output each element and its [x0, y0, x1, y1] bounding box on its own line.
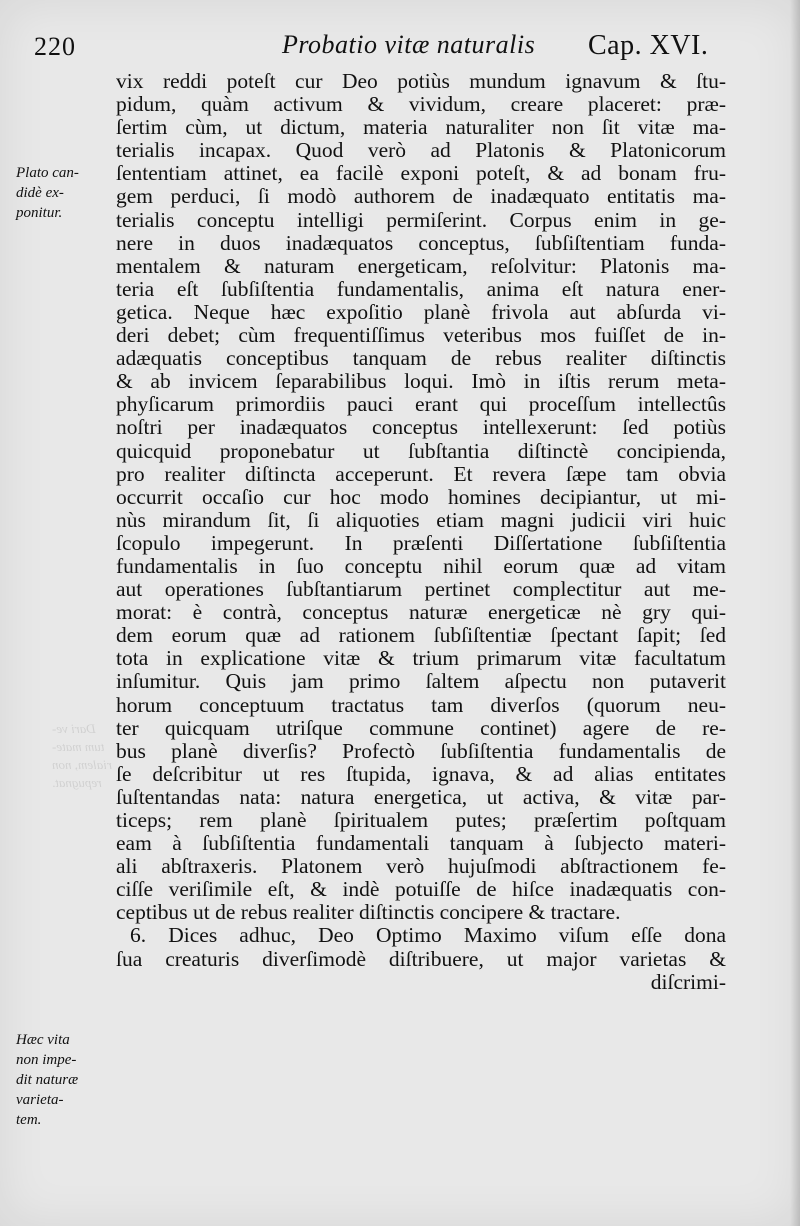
text-line: dem eorum quæ ad rationem ſubſiſtentiæ ſpectant ſapit; ſed — [116, 623, 726, 648]
text-line: ſcopulo impegerunt. In præſenti Diſſertatione ſubſiſtentia — [116, 530, 726, 555]
bleed-line: rialem, non — [52, 757, 112, 772]
margin-note-line: ponitur. — [16, 205, 63, 221]
text-line: aut operationes ſubſtantiarum pertinet complectitur aut me- — [116, 577, 726, 602]
margin-note-haec-vita — [16, 1030, 108, 1130]
bleed-line: Dari ve- — [52, 721, 96, 736]
text-line: noſtri per inadæquatos conceptus intellexerunt: ſed potiùs — [116, 415, 726, 440]
margin-note-line: non impe- — [16, 1052, 77, 1068]
text-line: ciſſe veriſimile eſt, & indè potuiſſe de hiſce inadæquatis con- — [116, 877, 726, 902]
text-line: ceptibus ut de rebus realiter diſtinctis concipere & tractare. — [116, 900, 621, 925]
bleed-line: tum mate- — [52, 739, 105, 754]
text-line: deri debet; cùm frequentiſſimus veteribus mos fuiſſet de in- — [116, 323, 726, 348]
text-line: morat: è contrà, conceptus naturæ energeticæ nè gry qui- — [116, 600, 726, 625]
text-line: gem perduci, ſi modò authorem de inadæquato entitatis ma- — [116, 184, 726, 209]
margin-note-line: dit naturæ — [16, 1072, 79, 1088]
text-line: tota in explicatione vitæ & trium primarum vitæ facultatum — [116, 646, 726, 671]
text-line: mentalem & naturam energeticam, reſolvitur: Platonis ma- — [116, 253, 726, 278]
text-line: terialis incapax. Quod verò ad Platonis & Platonicorum — [116, 138, 726, 163]
text-line: horum conceptuum tractatus tam diverſos (quorum neu- — [116, 692, 726, 717]
chapter-label: Cap. XVI. — [588, 30, 709, 61]
text-line: bus planè diverſis? Profectò ſubſiſtentia fundamentalis de — [116, 738, 726, 763]
text-line: terialis conceptu intelligi permiſerint. Corpus enim in ge- — [116, 207, 726, 232]
text-line: ſertim cùm, ut dictum, materia naturaliter non ſit vitæ ma- — [116, 115, 726, 140]
page-header — [0, 20, 800, 64]
page-number: 220 — [34, 32, 76, 61]
text-line: diſcrimi- — [650, 969, 726, 994]
text-line: fundamentalis in ſuo conceptu nihil eorum quæ ad vitam — [116, 553, 726, 578]
body-text — [116, 70, 726, 994]
text-line: eam à ſubſiſtentia fundamentali tanquam à ſubjecto materi- — [116, 831, 726, 856]
text-line: ali abſtraxeris. Platonem verò hujuſmodi abſtractionem fe- — [116, 854, 726, 879]
text-line: inſumitur. Quis jam primo ſaltem aſpectu non putaverit — [116, 669, 726, 694]
text-line: ſua creaturis diverſimodè diſtribuere, ut major varietas & — [116, 946, 726, 971]
text-line: 6. Dices adhuc, Deo Optimo Maximo viſum eſſe dona — [130, 923, 726, 948]
margin-note-line: tem. — [16, 1112, 42, 1128]
text-line: & ab invicem ſeparabilibus loqui. Imò in iſtis rerum meta- — [116, 369, 726, 394]
margin-note-line: varieta- — [16, 1092, 64, 1108]
margin-note-line: didè ex- — [16, 185, 64, 201]
text-line: ticeps; rem planè ſpiritualem putes; præſertim poſtquam — [116, 808, 726, 832]
text-line: nùs mirandum ſit, ſi aliquoties etiam magni judicii viri huic — [116, 507, 726, 532]
text-line: phyſicarum primordiis pauci erant qui proceſſum intellectûs — [116, 392, 726, 417]
text-line: occurrit occaſio cur hoc modo homines decipiantur, ut mi- — [116, 484, 726, 509]
text-line: getica. Neque hæc expoſitio planè frivola aut abſurda vi- — [116, 299, 726, 324]
bleed-through-text — [52, 720, 122, 792]
text-line: pro realiter diſtincta acceperunt. Et revera ſæpe tam obvia — [116, 461, 726, 486]
running-title: Probatio vitæ naturalis — [282, 30, 536, 59]
margin-note-line: Hæc vita — [16, 1032, 70, 1048]
text-line: ſuſtentandas nata: natura energetica, ut activa, & vitæ par- — [116, 784, 726, 809]
bleed-line: repugnat. — [52, 775, 102, 790]
text-line: vix reddi poteſt cur Deo potiùs mundum ignavum & ſtu- — [116, 69, 726, 93]
text-line: ſe deſcribitur ut res ſtupida, ignava, & ad alias entitates — [116, 761, 726, 786]
page-spine-shadow — [790, 0, 800, 1226]
text-line: adæquatis conceptibus tanquam de rebus realiter diſtinctis — [116, 346, 726, 371]
text-line: quicquid proponebatur ut ſubſtantia diſtinctè concipienda, — [116, 438, 726, 463]
margin-note-line: Plato can- — [16, 165, 79, 181]
text-line: pidum, quàm activum & vividum, creare placeret: præ- — [116, 92, 726, 117]
text-line: ſententiam attinet, ea facilè exponi poteſt, & ad bonam fru- — [116, 161, 726, 186]
text-line: teria eſt ſubſiſtentia fundamentalis, anima eſt natura ener- — [116, 276, 726, 301]
text-line: nere in duos inadæquatos conceptus, ſubſiſtentiam funda- — [116, 230, 726, 255]
margin-note-plato — [16, 163, 108, 223]
text-line: ter quicquam utriſque commune continet) agere de re- — [116, 715, 726, 740]
